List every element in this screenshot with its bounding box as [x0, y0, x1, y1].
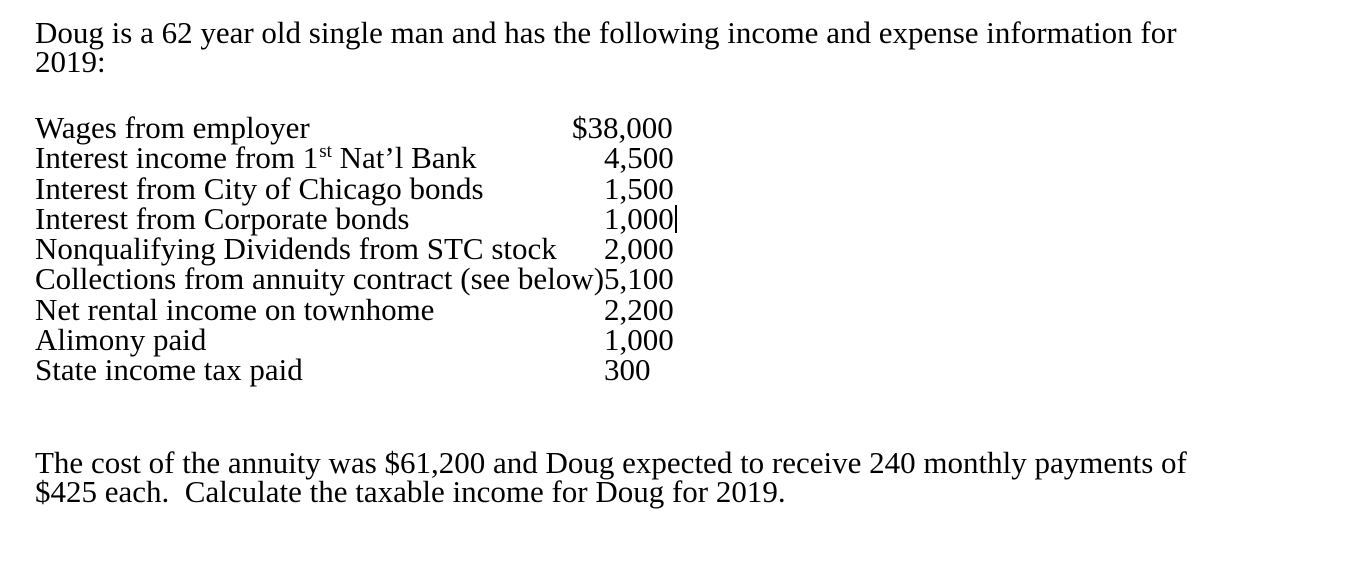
item-amount: 1,500	[604, 170, 674, 206]
ordinal-suffix: st	[319, 141, 332, 163]
item-amount: $38,000	[572, 110, 673, 145]
item-label: Wages from employer	[35, 110, 310, 145]
question-paragraph	[35, 445, 1269, 509]
item-label: Alimony paid	[35, 322, 207, 358]
item-amount: 300	[604, 352, 651, 388]
item-amount-wrap	[604, 200, 677, 236]
intro-paragraph	[35, 15, 1269, 79]
item-label: Net rental income on townhome	[35, 291, 435, 327]
item-amount: 2,200	[604, 291, 674, 327]
question-line-1: The cost of the annuity was $61,200 and Doug expected to receive 240 monthly payments of	[35, 445, 1187, 480]
item-label: State income tax paid	[35, 352, 303, 388]
item-label: Interest from City of Chicago bonds	[35, 170, 484, 206]
item-label: Collections from annuity contract (see below)5,100	[35, 261, 674, 297]
text-cursor	[675, 205, 677, 233]
item-amount: 2,000	[604, 231, 674, 267]
item-amount: 1,000	[604, 322, 674, 358]
item-label: Interest income from 1st Nat’l Bank	[35, 140, 477, 176]
item-amount: 4,500	[604, 140, 674, 176]
question-line-2: $425 each. Calculate the taxable income for Doug for 2019.	[35, 474, 786, 509]
item-label: Interest from Corporate bonds	[35, 200, 410, 236]
intro-line-2: 2019:	[35, 44, 106, 79]
item-amount: 1,000	[604, 200, 674, 236]
item-label: Nonqualifying Dividends from STC stock	[35, 231, 557, 267]
intro-line-1: Doug is a 62 year old single man and has the following income and expense information for	[35, 15, 1177, 50]
item-amount: 5,100	[604, 261, 674, 297]
